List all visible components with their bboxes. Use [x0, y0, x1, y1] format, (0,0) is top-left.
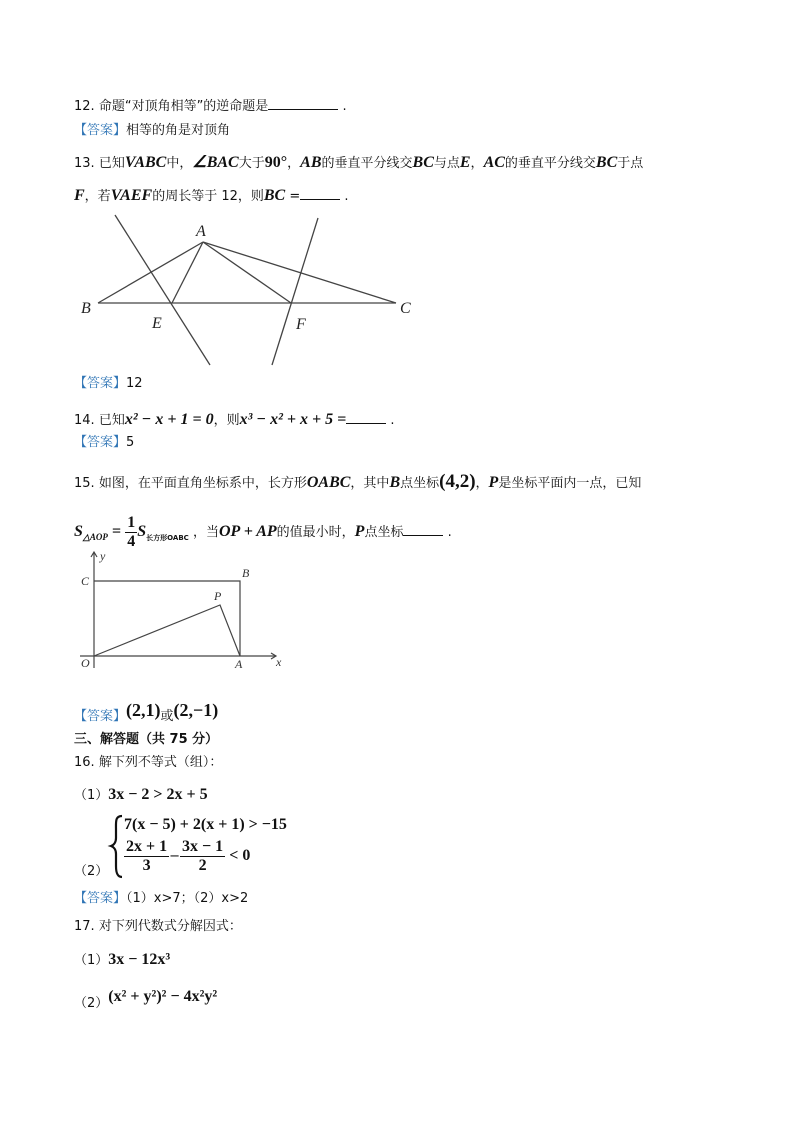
math: OABC	[306, 474, 351, 491]
t: ，若	[84, 189, 111, 204]
num: 2x + 1	[126, 838, 168, 855]
q16-part1	[74, 785, 208, 806]
q-num: 16.	[74, 755, 95, 770]
math: AC	[483, 154, 505, 171]
label-E: E	[152, 315, 162, 332]
t: 的垂直平分线交	[504, 156, 596, 171]
answer-text: 相等的角是对顶角	[126, 123, 231, 138]
t: ，其中	[350, 476, 390, 491]
label-x: x	[276, 655, 282, 669]
t: 点坐标	[364, 525, 404, 540]
t: 点坐标	[400, 476, 440, 491]
q-text: 命题“对顶角相等”的逆命题是	[98, 99, 269, 114]
den: 3	[142, 857, 151, 874]
t: 于点	[617, 156, 644, 171]
t: .	[390, 413, 395, 428]
t: ，	[470, 156, 484, 171]
math: BC	[263, 187, 286, 204]
q-end: .	[342, 99, 347, 114]
t: 已知	[98, 413, 125, 428]
q-num: 15.	[74, 476, 95, 491]
q17-part1	[74, 950, 170, 971]
q15-line1	[74, 472, 641, 494]
q-text: 解下列不等式（组）：	[98, 755, 223, 770]
answer-label: 【答案】	[74, 123, 127, 138]
q17	[74, 917, 242, 937]
t: 的值最小时，	[276, 525, 355, 540]
math: (4,2)	[439, 471, 476, 492]
brace	[111, 816, 122, 877]
num: 3x − 1	[182, 838, 224, 855]
section-title: 三、解答题（共 75 分）	[74, 732, 219, 747]
answer-label: 【答案】	[74, 891, 127, 906]
label-C: C	[400, 300, 411, 317]
label-B: B	[242, 566, 250, 580]
math-sub: 长方形OABC	[146, 534, 189, 542]
answer-label: 【答案】	[74, 376, 127, 391]
t: −	[169, 849, 181, 864]
q16-part2-label: （2）	[74, 864, 109, 879]
answer-text: (2,−1)	[173, 700, 219, 720]
math: BC	[595, 154, 618, 171]
part-label: （1）	[74, 788, 109, 803]
q-num: 12.	[74, 99, 95, 114]
t: ，	[475, 476, 489, 491]
math: VAEF	[110, 187, 153, 204]
math: x³ − x² + x + 5 =	[239, 411, 347, 428]
q17-part2	[74, 987, 217, 1014]
den: 4	[127, 533, 136, 550]
q-num: 13.	[74, 156, 95, 171]
math: S	[74, 523, 83, 540]
q13-answer	[74, 374, 143, 394]
label-O: O	[81, 656, 90, 670]
math: x² − x + 1 = 0	[124, 411, 214, 428]
math: BC	[412, 154, 434, 171]
q16	[74, 753, 222, 773]
label-y: y	[100, 549, 106, 563]
part-label: （2）	[74, 996, 109, 1011]
math: (x² + y²)² − 4x²y²	[108, 988, 218, 1005]
answer-text: (2,1)	[126, 700, 161, 720]
math: =	[111, 523, 122, 540]
triangle-figure	[98, 215, 396, 365]
q-text: 对下列代数式分解因式：	[98, 919, 242, 934]
math: AB	[300, 154, 322, 171]
q-num: 17.	[74, 919, 95, 934]
t: =	[289, 189, 301, 204]
math-sub: △AOP	[82, 532, 108, 542]
t: ，则	[213, 413, 240, 428]
label-A: A	[196, 223, 206, 240]
math: F	[74, 187, 85, 204]
t: 是坐标平面内一点，已知	[498, 476, 642, 491]
answer-blank	[346, 409, 386, 424]
label-B: B	[81, 300, 91, 317]
answer-label: 【答案】	[74, 435, 127, 450]
math: 3x − 12x³	[108, 951, 171, 968]
label-C: C	[81, 574, 90, 588]
label-P: P	[214, 589, 222, 603]
math: B	[389, 474, 401, 491]
system-eq2	[124, 838, 250, 875]
t: ，	[287, 156, 301, 171]
q-num: 14.	[74, 413, 95, 428]
t: 的垂直平分线交	[321, 156, 413, 171]
math: P	[488, 474, 499, 491]
fraction	[124, 838, 169, 875]
answer-text: 5	[126, 435, 135, 450]
t: ，当	[192, 525, 219, 540]
answer-text: 或	[160, 709, 174, 724]
q14-answer	[74, 433, 134, 453]
t: 大于	[238, 156, 265, 171]
t: 的周长等于 12，则	[152, 189, 264, 204]
fraction	[125, 514, 137, 551]
answer-text: 12	[126, 376, 143, 391]
math: VABC	[124, 154, 167, 171]
part-label: （1）	[74, 953, 109, 968]
q14	[74, 409, 395, 431]
math: P	[354, 523, 365, 540]
math: E	[459, 154, 471, 171]
label-A: A	[235, 657, 243, 671]
t: 已知	[98, 156, 125, 171]
t: 如图，在平面直角坐标系中，长方形	[98, 476, 307, 491]
t: .	[344, 189, 349, 204]
answer-text: （1）x>7；（2）x>2	[126, 891, 249, 906]
system-eq1: 7(x − 5) + 2(x + 1) > −15	[124, 816, 287, 833]
q15-line2	[74, 512, 452, 558]
t: .	[447, 525, 452, 540]
math: ∠BAC	[192, 154, 239, 171]
answer-label: 【答案】	[74, 709, 127, 724]
t: 与点	[433, 156, 460, 171]
math: 3x − 2 > 2x + 5	[108, 786, 208, 803]
num: 1	[127, 514, 136, 531]
answer-blank	[403, 521, 443, 536]
t: 中，	[166, 156, 193, 171]
label-F: F	[296, 316, 306, 333]
q16-answer	[74, 889, 248, 909]
den: 2	[198, 857, 207, 874]
math: S	[137, 523, 147, 540]
fraction	[180, 838, 225, 875]
math: 90°	[264, 154, 288, 171]
math: < 0	[229, 847, 251, 864]
math: OP + AP	[218, 523, 277, 540]
q15-answer	[74, 700, 218, 727]
